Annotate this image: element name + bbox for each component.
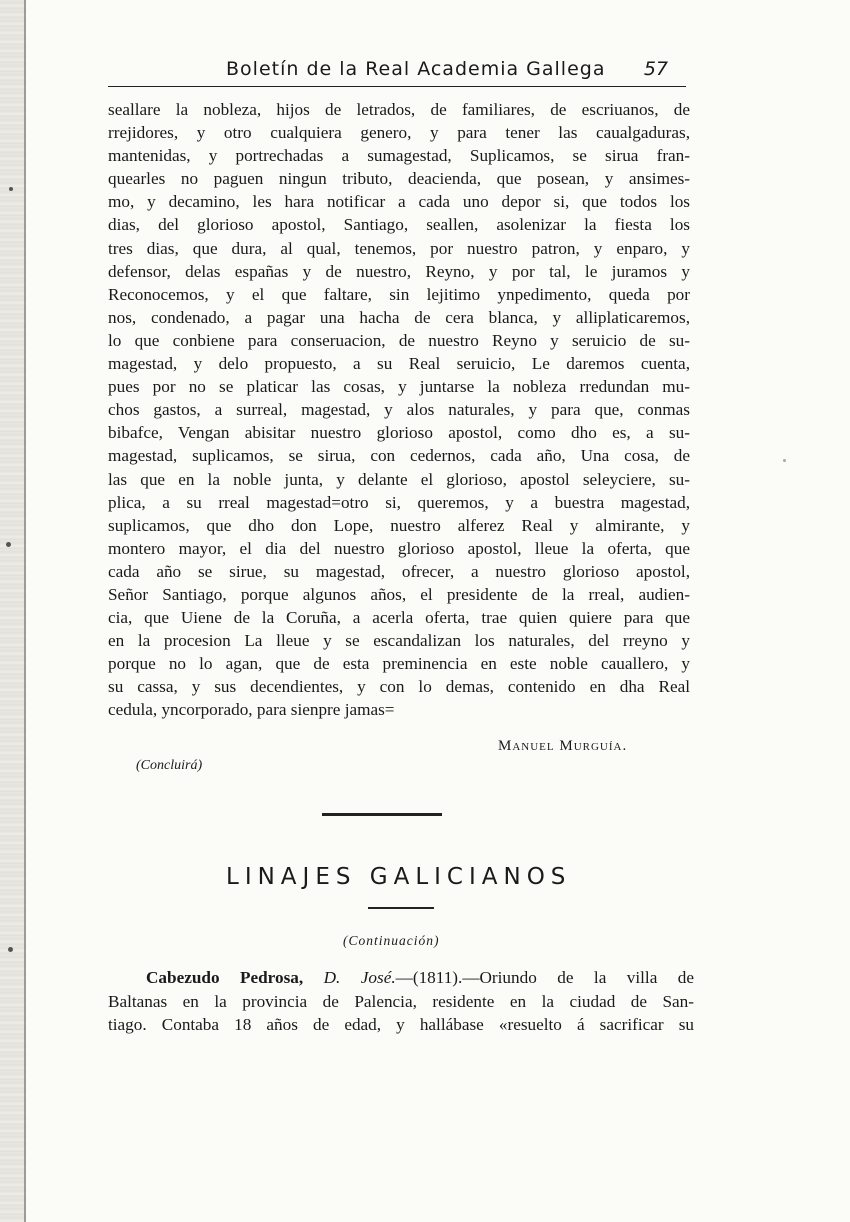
journal-title: Boletín de la Real Academia Gallega [226,58,606,80]
text-line: las que en la noble junta, y delante el glorioso, apostol seleyciere, su- [108,469,690,489]
text-line: en la procesion La lleue y se escandalizan los naturales, del rreyno y [108,631,690,651]
text-line: lo que conbiene para conseruacion, de nuestro Reyno y seruicio de su- [108,330,690,350]
text-line: nos, condenado, a pagar una hacha de cera blanca, y alliplaticaremos, [108,307,690,327]
text-line: bibafce, Vengan abisitar nuestro glorioso apostol, como dho es, a su- [108,423,690,443]
previous-article-text [108,98,690,722]
text-line: mo, y decamino, les hara notificar a cada uno depor si, que todos los [108,192,690,212]
scan-speck [783,459,786,462]
text-line: seallare la nobleza, hijos de letrados, de familiares, de escriuanos, de [108,100,690,119]
text-line: chos gastos, a surreal, magestad, y alos naturales, y para que, conmas [108,400,690,420]
text-line: pues por no se platicar las cosas, y juntarse la nobleza rredundan mu- [108,377,690,397]
scan-speck [9,187,13,191]
page-binding-edge [0,0,26,1222]
text-line: magestad, suplicamos, se sirua, con cedernos, cada año, Una cosa, de [108,446,690,466]
genealogy-entry [108,966,694,1037]
entry-first-line [108,966,694,990]
entry-title: D. José. [323,968,396,987]
section-heading: LINAJES GALICIANOS [226,864,572,890]
text-line: porque no lo agan, que de esta preminencia en este noble cauallero, y [108,654,690,674]
text-line: magestad, y delo propuesto, a su Real seruicio, Le daremos cuenta, [108,354,690,374]
scan-speck [6,542,11,547]
text-line: defensor, delas españas y de nuestro, Reyno, y por tal, le juramos y [108,261,690,281]
text-line: quearles no paguen ningun tributo, deacienda, que posean, y ansimes- [108,169,690,189]
text-line: montero mayor, el dia del nuestro glorioso apostol, lleue la oferta, que [108,538,690,558]
text-line: rrejidores, y otro cualquiera genero, y para tener las caualgaduras, [108,123,690,143]
text-line: Señor Santiago, porque algunos años, el presidente de la rreal, audien- [108,584,690,604]
entry-name: Cabezudo Pedrosa, [146,968,304,987]
text-line: cada año se sirue, su magestad, ofrecer, a nuestro glorioso apostol, [108,561,690,581]
author-signature: Manuel Murguía. [498,738,628,754]
section-divider [322,813,442,816]
section-subheading: (Continuación) [343,933,440,948]
text-line: suplicamos, que dho don Lope, nuestro alferez Real y almirante, y [108,515,690,535]
conclusion-note: (Concluirá) [136,758,203,773]
scan-speck [8,947,13,952]
text-line: plica, a su rreal magestad=otro si, queremos, y a buestra magestad, [108,492,690,512]
text-line: cia, que Uiene de la Coruña, a acerla oferta, trae quien quiere para que [108,608,690,628]
text-line: Reconocemos, y el que faltare, sin lejitimo ynpedimento, queda por [108,284,690,304]
page-number: 57 [643,58,668,80]
text-line: tres dias, que dura, al qual, tenemos, por nuestro patron, y enparo, y [108,238,690,258]
text-line: cedula, yncorporado, para sienpre jamas= [108,700,395,720]
text-line: mantenidas, y portrechadas a sumagestad, Suplicamos, se sirua fran- [108,146,690,166]
heading-underline [368,907,434,909]
entry-first-rest: —(1811).—Oriundo de la villa de [395,968,695,987]
text-line: dias, del glorioso apostol, Santiago, seallen, asolenizar la fiesta los [108,215,690,235]
entry-line: Baltanas en la provincia de Palencia, residente en la ciudad de San- [108,991,694,1011]
entry-line: tiago. Contaba 18 años de edad, y hallábase «resuelto á sacrificar su [108,1015,694,1034]
running-header [108,54,686,87]
text-line: su cassa, y sus decendientes, y con lo demas, contenido en dha Real [108,677,690,697]
page-binding-line [24,0,26,1222]
